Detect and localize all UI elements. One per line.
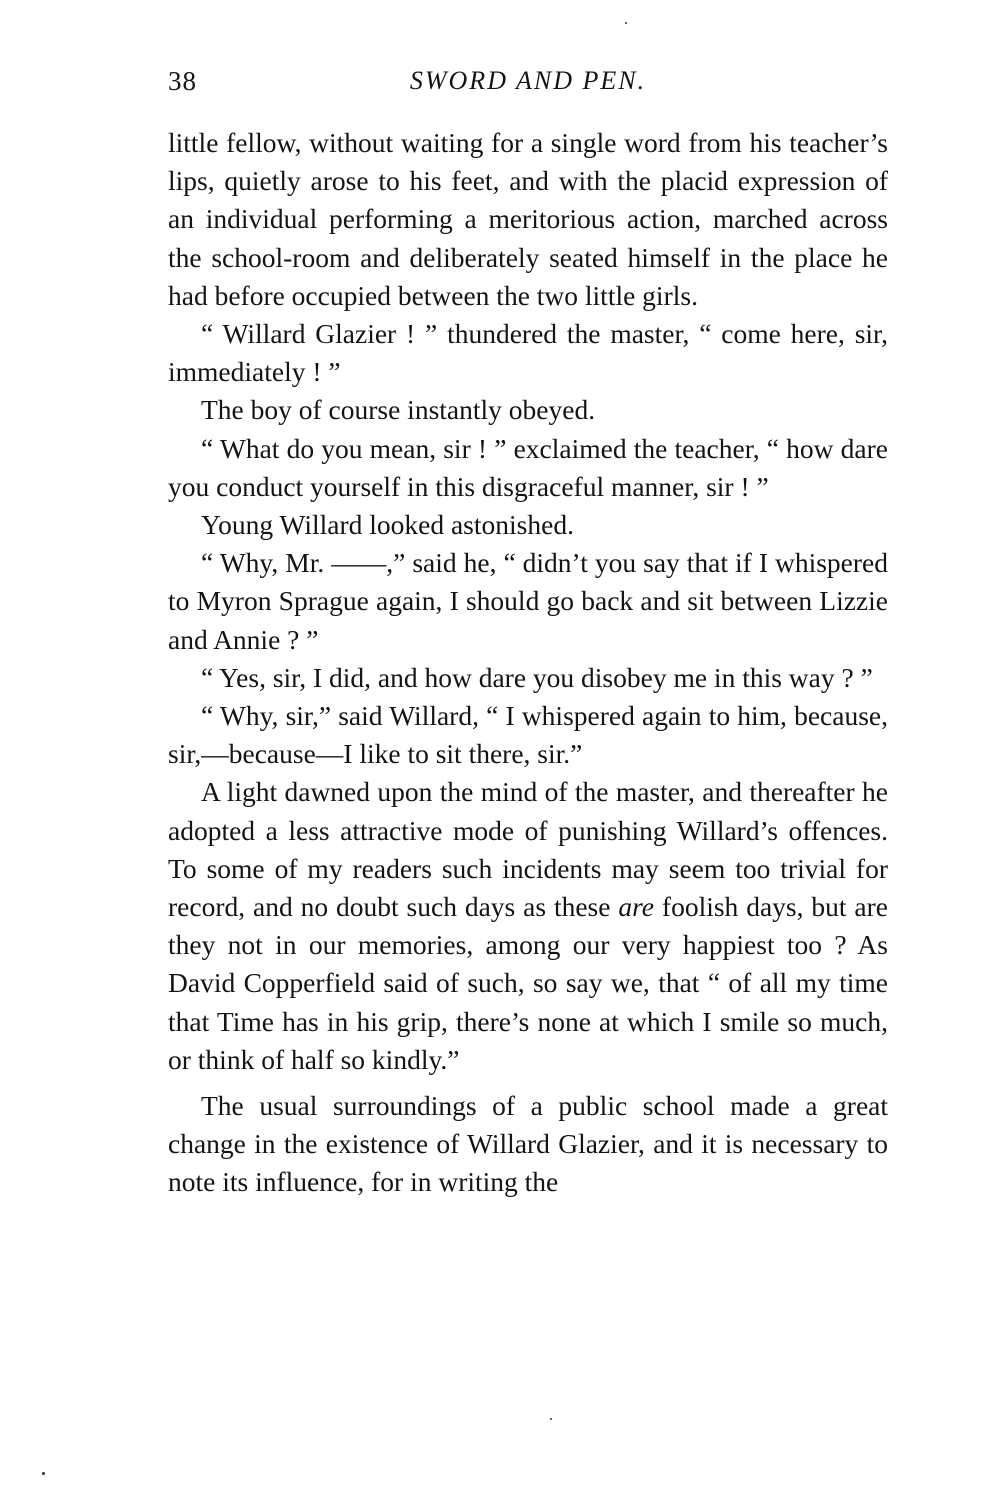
paragraph: “ Why, sir,” said Willard, “ I whispered again to him, because, sir,—because—I like to sit there, sir.”: [168, 700, 888, 770]
paragraph: “ Willard Glazier ! ” thundered the master, “ come here, sir, immediately ! ”: [168, 318, 888, 388]
paragraph: little fellow, without waiting for a single word from his teacher’s lips, quietly arose to his feet, and with the placid expression of an individual performing a meritorious action, marched across the school-room and deliberately seated himself in the place he had before occupied between the two little girls.: [168, 127, 888, 311]
paragraph-text: foolish days, but are they not in our memories, among our very happiest too ? As David Copperfield said of such, so say we, that “ of all my time that Time has in his grip, there’s none at which I smile so much, or think of half so kindly.”: [168, 891, 888, 1075]
paragraph: [168, 773, 888, 1079]
paragraph: “ What do you mean, sir ! ” exclaimed the teacher, “ how dare you conduct yourself in this disgraceful manner, sir ! ”: [168, 432, 888, 502]
paragraph: “ Yes, sir, I did, and how dare you disobey me in this way ? ”: [201, 661, 873, 693]
paragraph: The usual surroundings of a public school made a great change in the existence of Willard Glazier, and it is necessary to note its influence, for in writing the: [168, 1090, 888, 1198]
running-title: SWORD AND PEN.: [409, 66, 647, 95]
paragraph: “ Why, Mr. ——,” said he, “ didn’t you say that if I whispered to Myron Sprague again, I should go back and sit between Lizzie and Annie ? ”: [168, 547, 888, 655]
page-header: [168, 66, 888, 106]
body-text: [168, 124, 888, 1202]
page-number: 38: [168, 66, 197, 96]
paragraph-text: A light dawned upon the mind of the master, and thereafter he adopted a less attractive mode of punishing Willard’s offences. To some of my readers such incidents may seem too trivial for record, and no doubt such days as these: [168, 776, 888, 923]
print-speck: [625, 22, 627, 24]
paragraph: Young Willard looked astonished.: [201, 509, 574, 541]
print-speck: [550, 1418, 552, 1420]
paragraph: The boy of course instantly obeyed.: [201, 394, 596, 426]
emphasized-word: are: [618, 891, 655, 923]
print-speck: [42, 1472, 45, 1475]
